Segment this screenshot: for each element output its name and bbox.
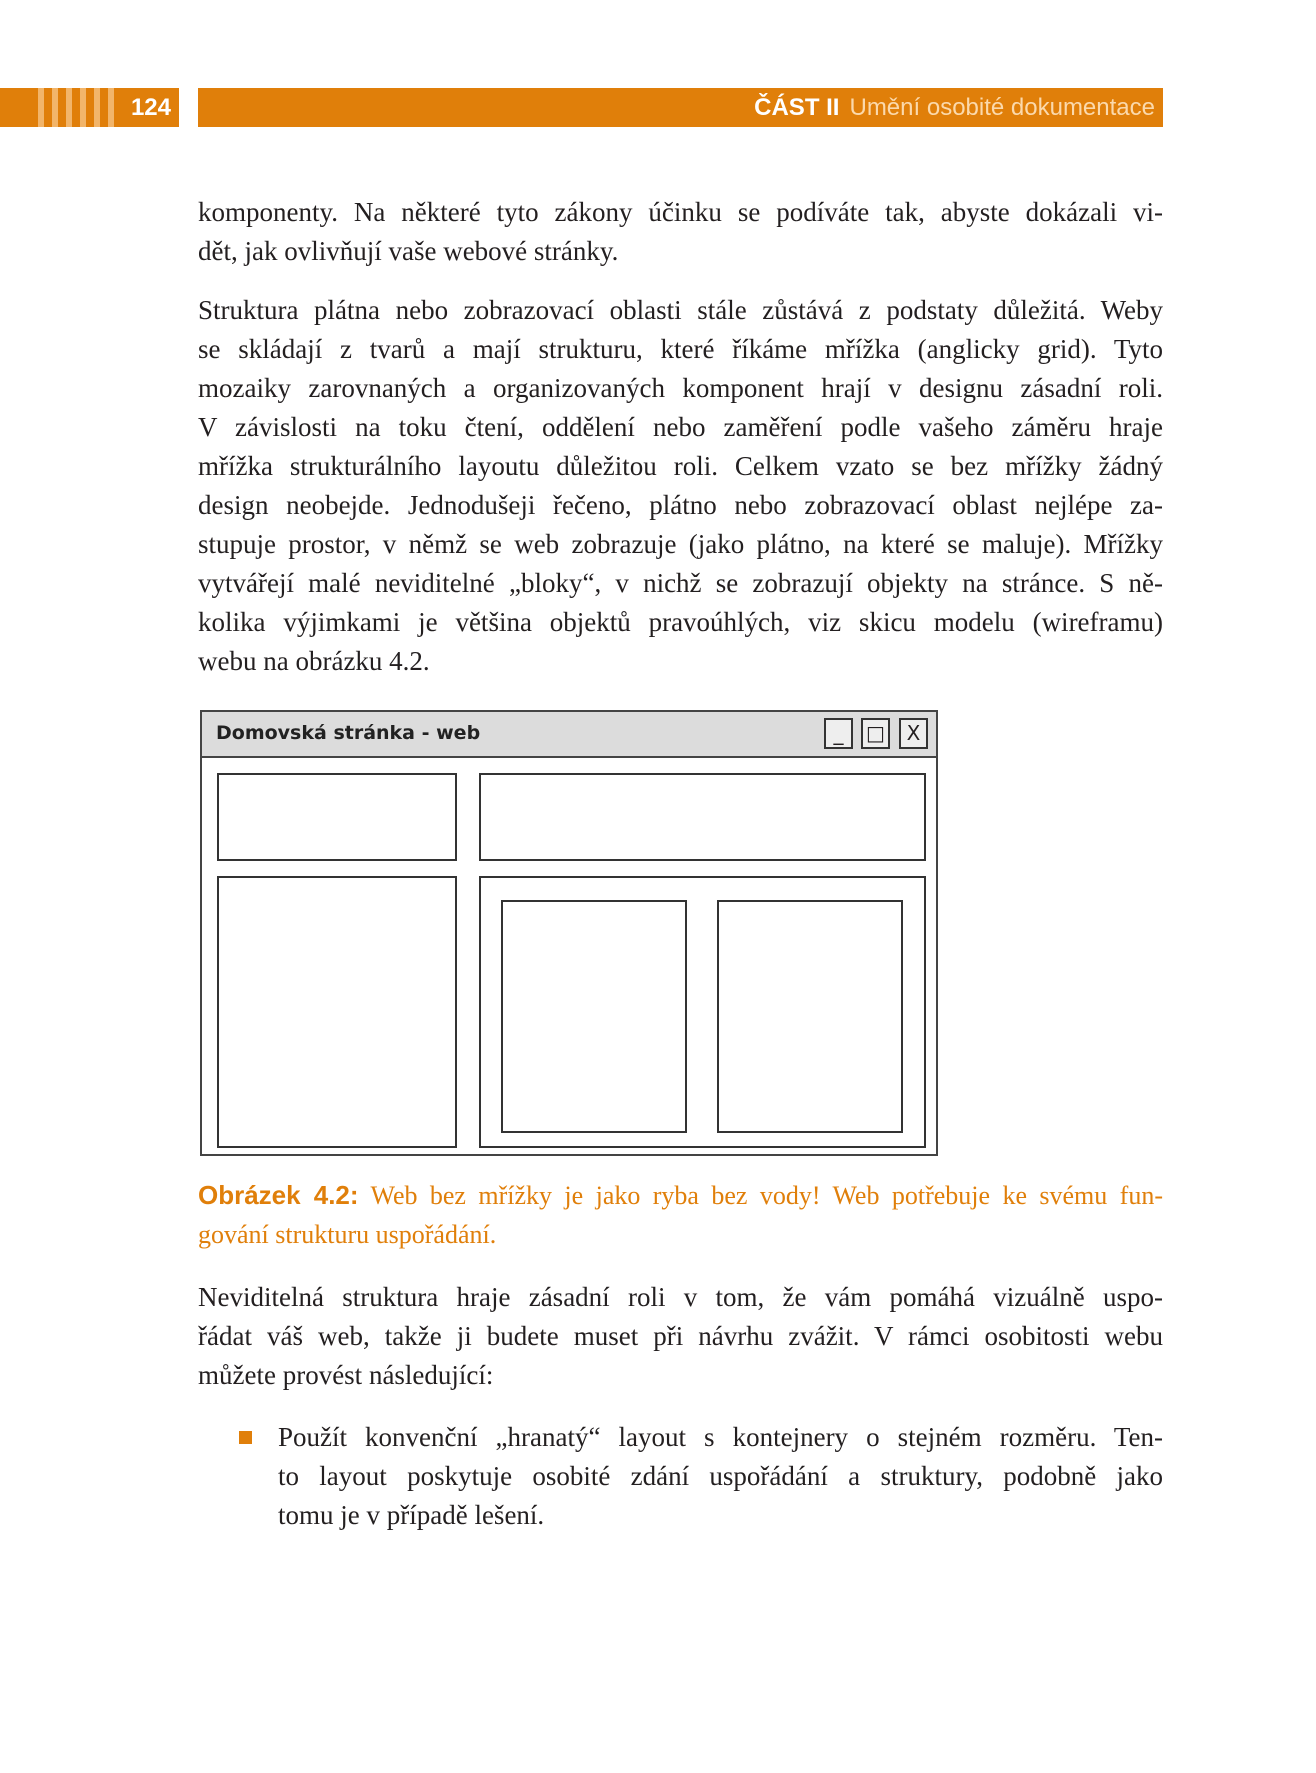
text-line: mozaiky zarovnaných a organizovaných komponent hrají v designu zásadní roli. <box>198 373 1163 403</box>
bullet-item <box>278 1418 1163 1535</box>
text-line: V závislosti na toku čtení, oddělení nebo zaměření podle vašeho záměru hraje <box>198 412 1163 442</box>
text-line: řádat váš web, takže ji budete muset při návrhu zvážit. V rámci osobitosti webu <box>198 1321 1163 1351</box>
window-titlebar <box>202 712 936 758</box>
wireframe-column-right <box>717 900 903 1133</box>
wireframe-figure <box>200 710 938 1156</box>
text-line: mřížka strukturálního layoutu důležitou roli. Celkem vzato se bez mřížky žádný <box>198 451 1163 481</box>
text-line: to layout poskytuje osobité zdání uspořádání a struktury, podobně jako <box>278 1461 1163 1491</box>
text-line: tomu je v případě lešení. <box>278 1500 545 1530</box>
paragraph-3 <box>198 1278 1163 1395</box>
minimize-icon: _ <box>824 718 853 749</box>
text-line: design neobejde. Jednodušeji řečeno, plátno nebo zobrazovací oblast nejlépe za- <box>198 490 1163 520</box>
caption-label: Obrázek 4.2: <box>198 1180 359 1210</box>
text-line: stupuje prostor, v němž se web zobrazuje (jako plátno, na které se maluje). Mřížky <box>198 529 1163 559</box>
text-line: komponenty. Na některé tyto zákony účinku se podíváte tak, abyste dokázali vi- <box>198 197 1163 227</box>
maximize-icon: □ <box>861 718 890 749</box>
figure-caption <box>198 1176 1163 1254</box>
page-number: 124 <box>130 94 171 121</box>
text-line: webu na obrázku 4.2. <box>198 646 430 676</box>
text-line: Struktura plátna nebo zobrazovací oblasti stále zůstává z podstaty důležitá. Weby <box>198 295 1163 325</box>
text-line: Použít konvenční „hranatý“ layout s kontejnery o stejném rozměru. Ten- <box>278 1422 1163 1452</box>
window-title: Domovská stránka - web <box>216 722 481 744</box>
bullet-icon <box>239 1431 252 1444</box>
part-label: ČÁST II <box>754 94 840 121</box>
paragraph-1 <box>198 193 1163 271</box>
caption-line: gování strukturu uspořádání. <box>198 1220 497 1249</box>
caption-line <box>198 1176 1163 1215</box>
wireframe-header-box <box>479 773 926 861</box>
close-icon: X <box>899 718 928 749</box>
running-header <box>198 88 1163 127</box>
text-line: se skládají z tvarů a mají strukturu, které říkáme mřížka (anglicky grid). Tyto <box>198 334 1163 364</box>
text-line: kolika výjimkami je většina objektů pravoúhlých, viz skicu modelu (wireframu) <box>198 607 1163 637</box>
text-line: Neviditelná struktura hraje zásadní roli v tom, že vám pomáhá vizuálně uspo- <box>198 1282 1163 1312</box>
text-line: dět, jak ovlivňují vaše webové stránky. <box>198 236 619 266</box>
text-line: můžete provést následující: <box>198 1360 494 1390</box>
wireframe-sidebar-box <box>217 876 457 1148</box>
wireframe-column-left <box>501 900 687 1133</box>
wireframe-logo-box <box>217 773 457 861</box>
chapter-title: Umění osobité dokumentace <box>849 94 1155 121</box>
caption-text: Web bez mřížky je jako ryba bez vody! Web potřebuje ke svému fun- <box>358 1181 1163 1210</box>
paragraph-2 <box>198 291 1163 681</box>
page-number-tab <box>0 88 179 127</box>
text-line: vytvářejí malé neviditelné „bloky“, v nichž se zobrazují objekty na stránce. S ně- <box>198 568 1163 598</box>
